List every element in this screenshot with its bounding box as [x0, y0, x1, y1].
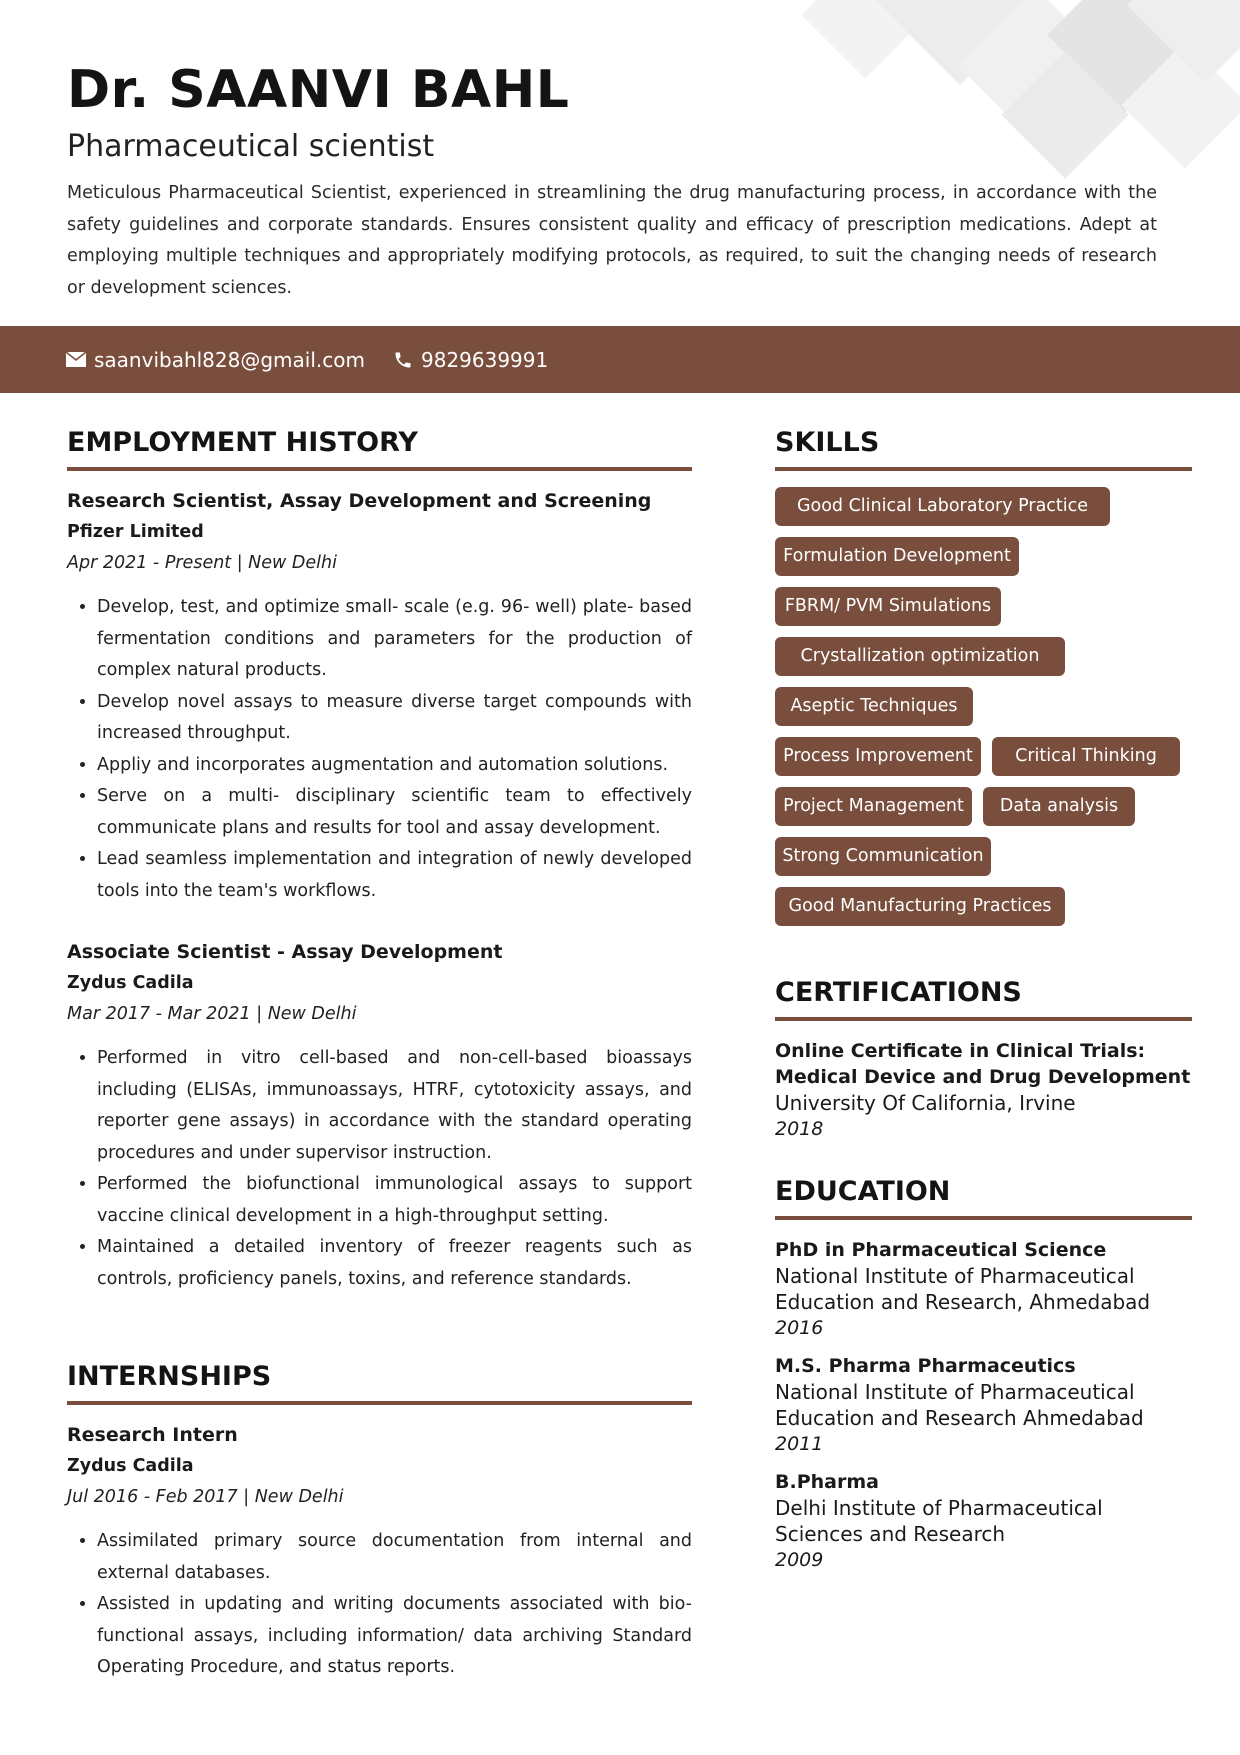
bullet-item: • Serve on a multi- disciplinary scientific team to effectively communicate plans and results for tool and assay development. — [97, 781, 692, 844]
certification-title: Online Certificate in Clinical Trials: Medical Device and Drug Development — [775, 1040, 1191, 1088]
skills-list — [775, 487, 1192, 937]
right-column — [775, 425, 1192, 1573]
job-entry — [67, 937, 692, 1295]
bullet-item: • Assisted in updating and writing documents associated with bio-functional assays, including information/ data archiving Standard Operating Procedure, and status reports. — [97, 1589, 692, 1684]
internship-entry-company: Zydus Cadila — [67, 1456, 194, 1476]
skill-chip: Strong Communication — [775, 837, 991, 876]
education-entry — [775, 1237, 1192, 1341]
skill-chip: FBRM/ PVM Simulations — [775, 587, 1001, 626]
internship-entry-date: Jul 2016 - Feb 2017 | New Delhi — [67, 1487, 344, 1507]
internship-entry — [67, 1420, 692, 1684]
bullet-item: • Lead seamless implementation and integration of newly developed tools into the team's workflows. — [97, 844, 692, 907]
internship-entry-bullets — [67, 1526, 692, 1684]
education-year: 2011 — [775, 1433, 824, 1455]
job-entry-title: Associate Scientist - Assay Development — [67, 941, 503, 963]
skill-chip: Aseptic Techniques — [775, 687, 973, 726]
education-entry — [775, 1469, 1192, 1573]
skills-heading: SKILLS — [775, 425, 1192, 471]
contact-bar — [0, 326, 1240, 393]
bullet-item: • Appliy and incorporates augmentation and automation solutions. — [97, 750, 692, 782]
skill-chip: Project Management — [775, 787, 972, 826]
job-entry-title: Research Scientist, Assay Development and Screening — [67, 490, 652, 512]
skill-chip: Good Manufacturing Practices — [775, 887, 1065, 926]
envelope-icon — [66, 352, 86, 367]
job-entry-bullets — [67, 1043, 692, 1295]
job-entry-date: Apr 2021 - Present | New Delhi — [67, 553, 337, 573]
education-school: Delhi Institute of Pharmaceutical Sciences and Research — [775, 1496, 1103, 1546]
candidate-name: Dr. SAANVI BAHL — [67, 60, 570, 120]
certifications-heading: CERTIFICATIONS — [775, 975, 1192, 1021]
education-degree: M.S. Pharma Pharmaceutics — [775, 1355, 1076, 1377]
education-year: 2016 — [775, 1317, 824, 1339]
education-degree: PhD in Pharmaceutical Science — [775, 1239, 1107, 1261]
phone-icon — [393, 350, 413, 370]
job-entry-company: Zydus Cadila — [67, 973, 194, 993]
internship-entry-title: Research Intern — [67, 1424, 238, 1446]
bullet-item: • Assimilated primary source documentation from internal and external databases. — [97, 1526, 692, 1589]
job-entry-company: Pfizer Limited — [67, 522, 204, 542]
bullet-item: • Maintained a detailed inventory of freezer reagents such as controls, proficiency panels, toxins, and reference standards. — [97, 1232, 692, 1295]
education-school: National Institute of Pharmaceutical Education and Research, Ahmedabad — [775, 1264, 1151, 1314]
skill-chip: Good Clinical Laboratory Practice — [775, 487, 1110, 526]
job-entry-bullets — [67, 592, 692, 907]
education-school: National Institute of Pharmaceutical Education and Research Ahmedabad — [775, 1380, 1144, 1430]
phone-text[interactable]: 9829639991 — [420, 347, 549, 372]
education-entry — [775, 1353, 1192, 1457]
bullet-item: • Develop novel assays to measure diverse target compounds with increased throughput. — [97, 687, 692, 750]
skill-chip: Data analysis — [983, 787, 1135, 826]
education-heading: EDUCATION — [775, 1174, 1192, 1220]
skill-chip: Critical Thinking — [992, 737, 1180, 776]
education-degree: B.Pharma — [775, 1471, 879, 1493]
job-entry-date: Mar 2017 - Mar 2021 | New Delhi — [67, 1004, 357, 1024]
education-year: 2009 — [775, 1549, 824, 1571]
skill-chip: Process Improvement — [775, 737, 981, 776]
bullet-item: • Develop, test, and optimize small- scale (e.g. 96- well) plate- based fermentation conditions and parameters for the production of complex natural products. — [97, 592, 692, 687]
certification-org: University Of California, Irvine — [775, 1091, 1076, 1115]
email-text[interactable]: saanvibahl828@gmail.com — [94, 347, 365, 372]
job-entry — [67, 486, 692, 907]
profile-summary: Meticulous Pharmaceutical Scientist, experienced in streamlining the drug manufacturing process, in accordance with the safety guidelines and corporate standards. Ensures consistent quality and efficacy of prescription medications. Adept at employing multiple techniques and appropriately modifying protocols, as required, to suit the changing needs of research or development sciences. — [67, 183, 1157, 298]
certification-year: 2018 — [775, 1118, 824, 1140]
internships-heading: INTERNSHIPS — [67, 1359, 692, 1405]
skill-chip: Formulation Development — [775, 537, 1019, 576]
skill-chip: Crystallization optimization — [775, 637, 1065, 676]
certification-entry — [775, 1038, 1192, 1142]
left-column — [67, 425, 692, 1684]
bullet-item: • Performed in vitro cell-based and non-cell-based bioassays including (ELISAs, immunoassays, HTRF, cytotoxicity assays, and reporter gene assays) in accordance with the standard operating procedures and under supervisor instruction. — [97, 1043, 692, 1169]
email-contact[interactable] — [66, 348, 365, 372]
phone-contact[interactable] — [393, 348, 548, 372]
resume-header — [67, 58, 1157, 304]
job-title: Pharmaceutical scientist — [67, 129, 435, 164]
bullet-item: • Performed the biofunctional immunological assays to support vaccine clinical development in a high-throughput setting. — [97, 1169, 692, 1232]
employment-heading: EMPLOYMENT HISTORY — [67, 425, 692, 471]
